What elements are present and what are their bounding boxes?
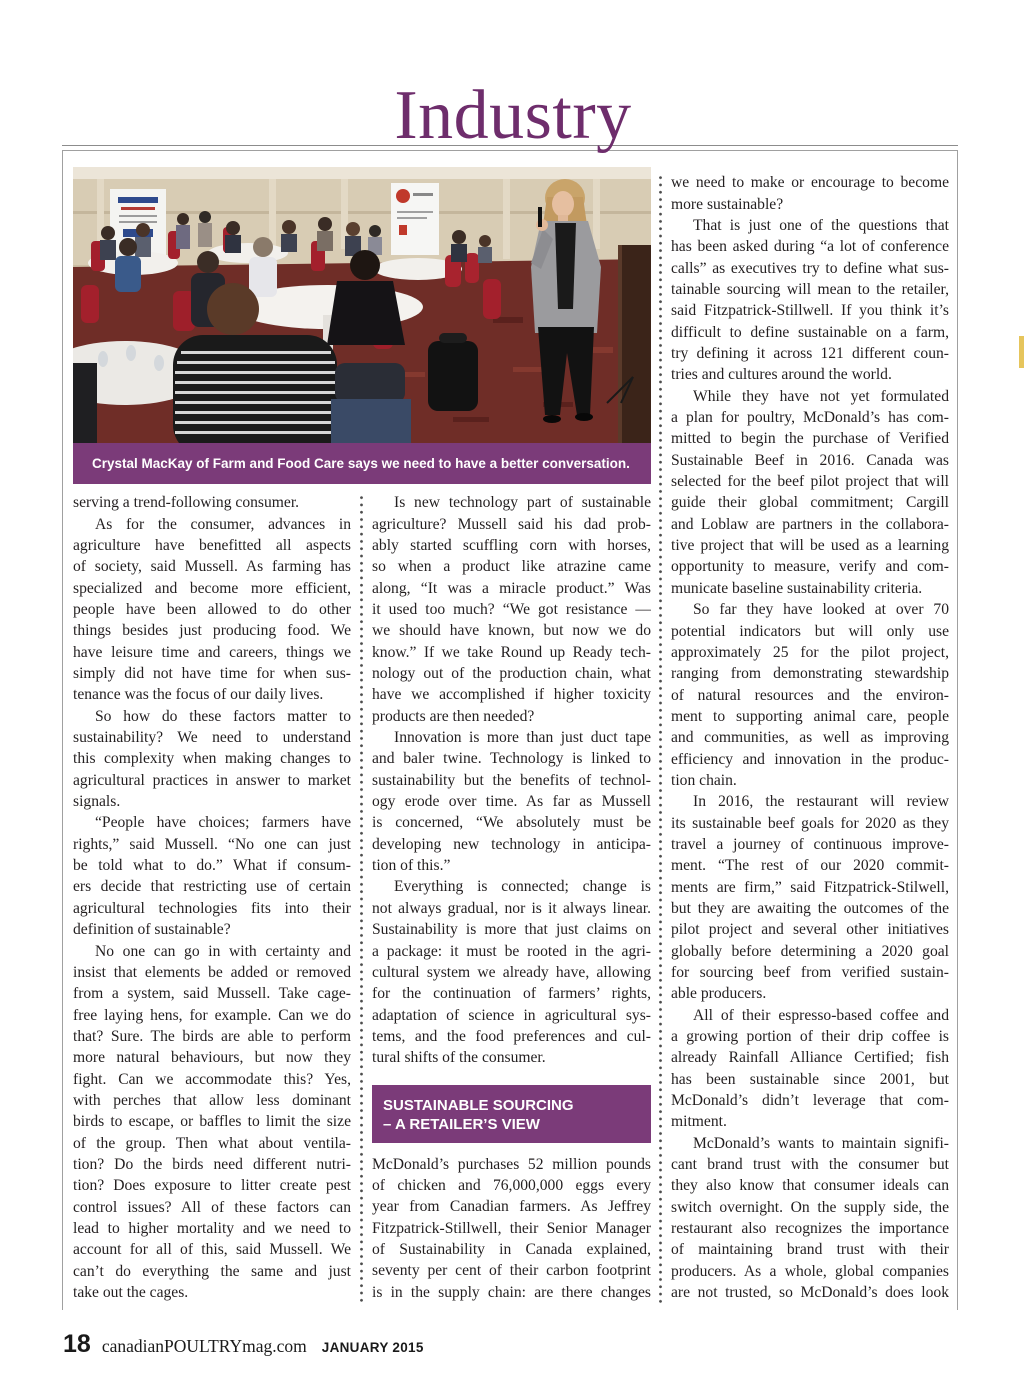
text-line: a plan for poultry, McDonald’s has com-: [671, 409, 949, 427]
paragraph: [671, 791, 949, 1004]
text-line: tural shifts of the consumer.: [372, 1049, 546, 1067]
text-line: tion of this.”: [372, 857, 451, 875]
text-line: able producers.: [671, 985, 767, 1003]
text-line: approximately 25 for the pilot project,: [671, 643, 949, 661]
paragraph: [671, 215, 949, 386]
paragraph: [671, 1005, 949, 1133]
text-line: tenance was the focus of our daily lives.: [73, 686, 324, 704]
section-title: Industry: [394, 77, 632, 154]
text-line: difficult to define sustainable on a farm,: [671, 323, 949, 341]
text-line: “People have choices; farmers have: [95, 814, 351, 832]
paragraph: [73, 812, 351, 940]
page-edge-mark: [1019, 336, 1024, 368]
article-column-2: [372, 492, 651, 1303]
article-photo: [73, 167, 651, 443]
text-line: agriculture have benefitted all aspects: [73, 536, 351, 554]
text-line: restaurant also recognizes the importance: [671, 1220, 949, 1238]
text-line: a growing portion of their drip coffee is: [671, 1028, 949, 1046]
text-line: we need to make or encourage to become: [671, 174, 949, 192]
banner-middle: [391, 183, 439, 255]
text-line: fight. Can we accommodate this? Yes,: [73, 1070, 351, 1088]
text-line: globally before determining a 2020 goal: [671, 942, 949, 960]
text-line: ments are firm,” said Fitzpatrick-Stilwell,: [671, 878, 949, 896]
text-line: agriculture? Mussell said his dad prob-: [372, 515, 651, 533]
paragraph: [372, 1154, 651, 1303]
text-line: tion? Does exposure to litter create pest: [73, 1177, 351, 1195]
text-line: tainable sourcing will mean to the retailer,: [671, 281, 949, 299]
text-line: it used too much? “We got resistance —: [372, 601, 651, 619]
paragraph: [671, 172, 949, 215]
text-line: control issues? All of these factors can: [73, 1198, 351, 1216]
text-line: efficiency and innovation in the produc-: [671, 750, 949, 768]
text-line: sustainability? We need to understand: [73, 729, 351, 747]
text-line: That is just one of the questions that: [693, 216, 949, 234]
text-line: have we accomplished if higher toxicity: [372, 686, 651, 704]
text-line: Is new technology part of sustainable: [394, 494, 651, 512]
text-line: selected for the beef pilot project that will: [671, 473, 949, 491]
text-line: said Fitzpatrick-Stillwell. If you think it’s: [671, 302, 949, 320]
text-line: signals.: [73, 793, 121, 811]
text-line: of natural resources and the environ-: [671, 686, 949, 704]
article-column-1: [73, 492, 351, 1303]
text-line: know.” If we take Round up Ready tech-: [372, 643, 651, 661]
text-line: ers decide that restricting use of certain: [73, 878, 351, 896]
text-line: and baler twine. Technology is linked to: [372, 750, 651, 768]
text-line: travel a journey of continuous improve-: [671, 835, 949, 853]
page-footer: [63, 1330, 424, 1359]
text-line: account for all of this, said Mussell. We: [73, 1241, 351, 1259]
paragraph: [73, 706, 351, 813]
text-line: lead to higher mortality and we need to: [73, 1219, 351, 1237]
text-line: cant brand trust with the consumer but: [671, 1156, 949, 1174]
seated-person-right: [331, 363, 411, 443]
column-divider-2: [659, 174, 662, 1306]
text-line: No one can go in with certainty and: [95, 942, 351, 960]
subhead-line: SUSTAINABLE SOURCING: [383, 1096, 574, 1114]
text-line: try defining it across 121 different coun-: [671, 345, 949, 363]
text-line: has been asked during “a lot of conference: [671, 238, 949, 256]
text-line: birds to escape, or baffles to limit the size: [73, 1113, 351, 1131]
text-line: Sustainability is more that just claims on: [372, 921, 651, 939]
text-line: McDonald’s wants to maintain signifi-: [693, 1134, 949, 1152]
text-line: they also know that consumer ideals can: [671, 1177, 949, 1195]
text-line: be told what to do.” What if consum-: [73, 857, 351, 875]
text-line: Everything is connected; change is: [394, 878, 651, 896]
text-line: more natural behaviours, but now they: [73, 1049, 351, 1067]
text-line: and communities, as well as improving: [671, 729, 949, 747]
issue-date: JANUARY 2015: [321, 1340, 424, 1355]
text-line: of society, said Mussell. As farming has: [73, 558, 351, 576]
text-line: municate baseline sustainability criteria.: [671, 579, 923, 597]
text-line: of Sustainability in Canada explained,: [372, 1240, 651, 1258]
text-line: ranging from demonstrating stewardship: [671, 665, 949, 683]
text-line: ment. “The rest of our 2020 commit-: [671, 857, 949, 875]
text-line: In 2016, the restaurant will review: [693, 793, 949, 811]
text-line: but they are awaiting the outcomes of the: [671, 899, 949, 917]
text-line: products are then needed?: [372, 707, 535, 725]
text-line: sustainability but the benefits of technol-: [372, 771, 651, 789]
text-line: So far they have looked at over 70: [693, 601, 949, 619]
paragraph: [671, 599, 949, 791]
text-line: adaptation of science in agricultural sys-: [372, 1006, 651, 1024]
text-line: things besides just producing food. We: [73, 622, 351, 640]
subhead-line: – A RETAILER’S VIEW: [383, 1115, 540, 1133]
text-line: from a system, said Mussell. Take cage-: [73, 985, 351, 1003]
magazine-website: canadianPOULTRYmag.com: [101, 1336, 307, 1356]
paragraph: [372, 727, 651, 876]
conference-room-photo: [73, 167, 651, 443]
text-line: McDonald’s didn’t leverage that com-: [671, 1092, 949, 1110]
text-line: more sustainable?: [671, 195, 784, 213]
text-line: definition of sustainable?: [73, 921, 231, 939]
text-line: insist that elements be added or removed: [73, 963, 351, 981]
text-line: for the continuation of farmers’ rights,: [372, 985, 651, 1003]
text-line: a package: it must be rooted in the agri-: [372, 942, 651, 960]
text-line: rights,” said Mussell. “No one can just: [73, 835, 351, 853]
text-line: calls” as executives try to define what sus-: [671, 259, 949, 277]
paragraph: [73, 514, 351, 706]
text-line: McDonald’s purchases 52 million pounds: [372, 1155, 651, 1173]
text-line: tion? Do the birds need different nutri-: [73, 1155, 351, 1173]
text-line: tive project that will be used as a learning: [671, 537, 949, 555]
section-subhead: [372, 1085, 651, 1143]
page-number: 18: [63, 1330, 91, 1358]
photo-caption: Crystal MacKay of Farm and Food Care says we need to have a better conversation.: [73, 443, 651, 484]
text-line: tries and cultures around the world.: [671, 366, 892, 384]
text-line: is in the supply chain: are there changes: [372, 1283, 651, 1301]
text-line: ment to supporting animal care, people: [671, 707, 949, 725]
text-line: producers. As a whole, global companies: [671, 1262, 949, 1280]
text-line: its sustainable beef goals for 2020 as they: [671, 814, 949, 832]
text-line: is concerned, “We absolutely must be: [372, 814, 651, 832]
text-line: take out the cages.: [73, 1284, 189, 1302]
paragraph: [73, 492, 351, 513]
text-line: specialized and become more efficient,: [73, 579, 351, 597]
text-line: mitment.: [671, 1113, 727, 1131]
text-line: of the group. Then what about ventila-: [73, 1134, 351, 1152]
text-line: for sourcing beef from verified sustain-: [671, 964, 949, 982]
text-line: already Rainfall Alliance Certified; fish: [671, 1049, 949, 1067]
text-line: of maintaining brand trust with their: [671, 1241, 949, 1259]
text-line: agricultural technologies fits into their: [73, 899, 351, 917]
text-line: While they have not yet formulated: [693, 387, 949, 405]
text-line: along, “It was a miracle product.” Was: [372, 579, 651, 597]
text-line: potential indicators but will only use: [671, 622, 949, 640]
text-line: can’t do everything the same and just: [73, 1262, 351, 1280]
text-line: Fitzpatrick-Stillwell, their Senior Manager: [372, 1219, 651, 1237]
text-line: seventy per cent of their carbon footprint: [372, 1262, 651, 1280]
text-line: of chicken and 76,000,000 eggs every: [372, 1176, 651, 1194]
text-line: Innovation is more than just duct tape: [394, 729, 651, 747]
backpack: [428, 333, 478, 411]
column-divider-1: [360, 494, 363, 1306]
text-line: so when a product like atrazine came: [372, 558, 651, 576]
text-line: All of their espresso-based coffee and: [693, 1006, 949, 1024]
text-line: we should have known, but now we do: [372, 622, 651, 640]
text-line: this complexity when making changes to: [73, 750, 351, 768]
paragraph: [671, 1133, 949, 1304]
text-line: has been sustainable since 2001, but: [671, 1070, 949, 1088]
text-line: agricultural practices in answer to market: [73, 771, 351, 789]
text-line: not always gradual, nor is it always linear.: [372, 899, 651, 917]
text-line: mitted to begin the purchase of Verified: [671, 430, 949, 448]
text-line: Sustainable Beef in 2016. Canada was: [671, 451, 949, 469]
text-line: and Loblaw are partners in the collabora-: [671, 515, 949, 533]
text-line: free laying hens, for example. Can we do: [73, 1006, 351, 1024]
paragraph: [73, 941, 351, 1304]
text-line: cultural system we already have, allowing: [372, 963, 651, 981]
text-line: nology out of the production chain, what: [372, 665, 651, 683]
text-line: serving a trend-following consumer.: [73, 494, 300, 512]
text-line: As for the consumer, advances in: [95, 515, 351, 533]
text-line: year from Canadian farmers. As Jeffrey: [372, 1198, 651, 1216]
text-line: switch overnight. On the supply side, the: [671, 1198, 949, 1216]
text-line: opportunity to measure, verify and com-: [671, 558, 949, 576]
text-line: So how do these factors matter to: [95, 707, 351, 725]
text-line: guide their global commitment; Cargill: [671, 494, 949, 512]
text-line: pilot project and several other initiatives: [671, 921, 949, 939]
text-line: people have been allowed to do other: [73, 601, 351, 619]
text-line: with perches that allow less dominant: [73, 1091, 351, 1109]
text-line: have leisure time and careers, things we: [73, 643, 351, 661]
paragraph: [372, 492, 651, 727]
text-line: ogy erode over time. As far as Mussell: [372, 793, 651, 811]
text-line: that? Sure. The birds are able to perform: [73, 1027, 351, 1045]
text-line: simply did not have time for when sus-: [73, 665, 351, 683]
text-line: are not trusted, so McDonald’s does look: [671, 1284, 949, 1302]
text-line: tion chain.: [671, 771, 737, 789]
paragraph: [671, 386, 949, 599]
article-column-3: [671, 172, 949, 1303]
paragraph: [372, 876, 651, 1068]
text-line: tems, and the food preferences and cul-: [372, 1027, 651, 1045]
text-line: ably started scuffling corn with horses,: [372, 536, 651, 554]
text-line: developing new technology in anticipa-: [372, 835, 651, 853]
